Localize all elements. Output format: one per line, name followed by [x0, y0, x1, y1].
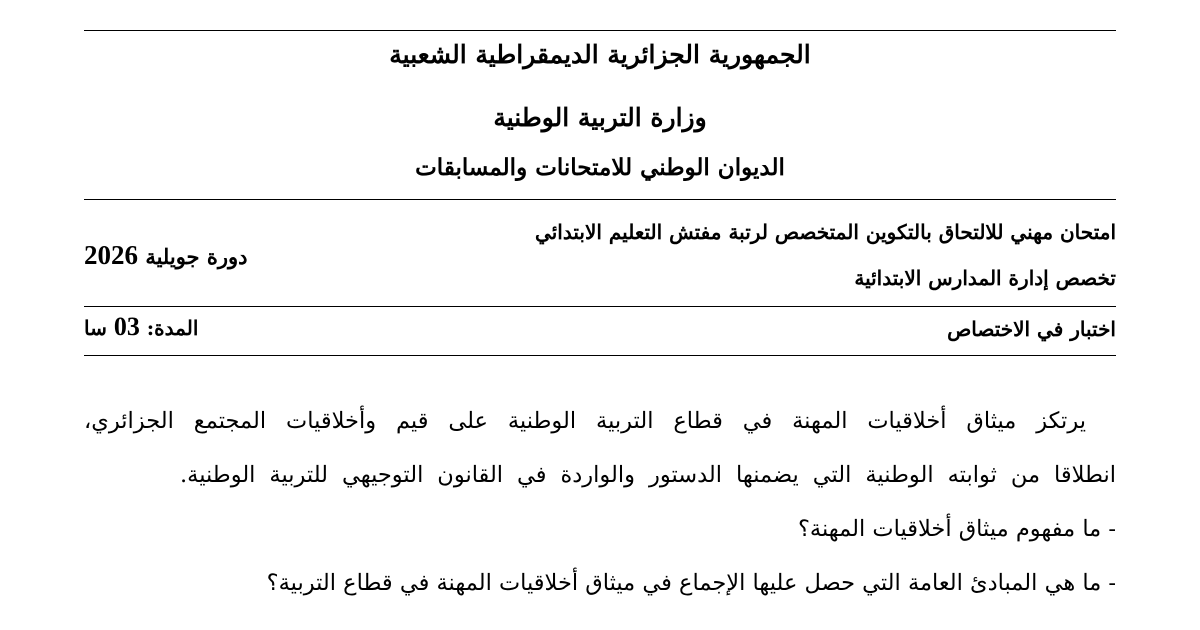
info-bottom-rule: [84, 355, 1116, 356]
question-2: - ما هي المبادئ العامة التي حصل عليها الإجماع في ميثاق أخلاقيات المهنة في قطاع التربية؟: [266, 570, 1116, 596]
session-label: دورة جويلية: [145, 244, 248, 269]
exam-title: امتحان مهني للالتحاق بالتكوين المتخصص لرتبة مفتش التعليم الابتدائي: [535, 220, 1116, 244]
session-year: 2026: [84, 240, 138, 270]
session-info: [84, 240, 247, 271]
duration-info: [84, 312, 198, 342]
duration-unit: سا: [84, 316, 107, 340]
paragraph-line-2: انطلاقا من ثوابته الوطنية التي يضمنها الدستور والواردة في القانون التوجيهي للتربية الوطنية.: [180, 462, 1116, 488]
ministry-title: وزارة التربية الوطنية: [493, 103, 707, 132]
paragraph-line-1: يرتكز ميثاق أخلاقيات المهنة في قطاع التربية الوطنية على قيم وأخلاقيات المجتمع الجزائري،: [84, 408, 1086, 434]
office-title: الديوان الوطني للامتحانات والمسابقات: [415, 154, 785, 181]
question-1: - ما مفهوم ميثاق أخلاقيات المهنة؟: [797, 516, 1116, 542]
duration-label: المدة:: [146, 316, 199, 340]
specialty: تخصص إدارة المدارس الابتدائية: [854, 266, 1116, 290]
top-rule: [84, 30, 1116, 31]
header-divider: [84, 199, 1116, 200]
test-name: اختبار في الاختصاص: [947, 317, 1116, 341]
info-divider: [84, 306, 1116, 307]
duration-value: 03: [113, 312, 140, 341]
republic-title: الجمهورية الجزائرية الديمقراطية الشعبية: [389, 40, 811, 69]
